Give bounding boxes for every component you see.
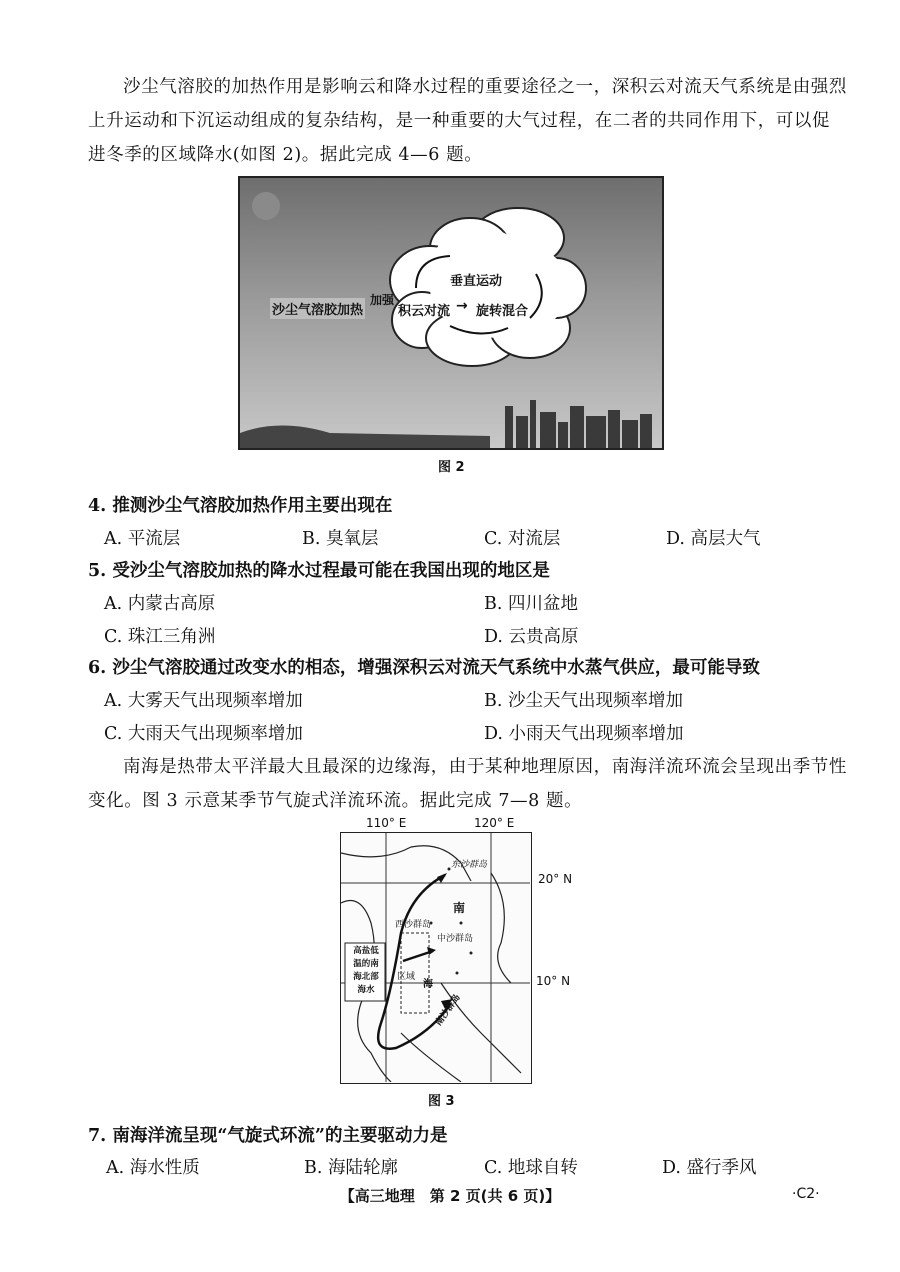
q5-option-b: B. 四川盆地 bbox=[484, 594, 578, 614]
q5-option-c: C. 珠江三角洲 bbox=[104, 627, 216, 647]
q7-option-d: D. 盛行季风 bbox=[662, 1158, 757, 1178]
label-cumulus-convection: 积云对流 bbox=[398, 304, 451, 319]
page-footer: 【高三地理 第 2 页(共 6 页)】 bbox=[339, 1187, 561, 1205]
q6-option-a: A. 大雾天气出现频率增加 bbox=[104, 691, 303, 711]
lon-110-label: 110° E bbox=[366, 816, 407, 830]
question-4-stem: 4. 推测沙尘气溶胶加热作用主要出现在 bbox=[88, 496, 393, 516]
figure-3-south-china-sea-map bbox=[340, 832, 532, 1084]
zhongsha-islands-label: 中沙群岛 bbox=[437, 934, 474, 944]
label-vertical-motion: 垂直运动 bbox=[450, 274, 503, 289]
q4-option-a: A. 平流层 bbox=[104, 529, 181, 549]
q7-option-b: B. 海陆轮廓 bbox=[304, 1158, 398, 1178]
q6-option-b: B. 沙尘天气出现频率增加 bbox=[484, 691, 683, 711]
region-label: 区域 bbox=[397, 972, 416, 982]
sea-name-nan: 南 bbox=[453, 901, 466, 915]
figure-2-cloud-diagram bbox=[238, 176, 664, 450]
label-dust-heating: 沙尘气溶胶加热 bbox=[270, 298, 365, 319]
q6-option-d: D. 小雨天气出现频率增加 bbox=[484, 724, 684, 744]
question-7-stem: 7. 南海洋流呈现“气旋式环流”的主要驱动力是 bbox=[88, 1126, 448, 1146]
question-5-stem: 5. 受沙尘气溶胶加热的降水过程最可能在我国出现的地区是 bbox=[88, 561, 550, 581]
q5-option-d: D. 云贵高原 bbox=[484, 627, 579, 647]
question-6-stem: 6. 沙尘气溶胶通过改变水的相态，增强深积云对流天气系统中水蒸气供应，最可能导致 bbox=[88, 658, 760, 678]
q7-option-a: A. 海水性质 bbox=[106, 1158, 200, 1178]
water-box-line-4: 海水 bbox=[357, 985, 375, 995]
q6-option-c: C. 大雨天气出现频率增加 bbox=[104, 724, 303, 744]
lon-120-label: 120° E bbox=[474, 816, 515, 830]
sun-icon bbox=[252, 192, 280, 220]
sea-name-hai: 海 bbox=[423, 979, 433, 990]
lat-20-label: 20° N bbox=[538, 872, 573, 886]
q4-option-d: D. 高层大气 bbox=[666, 529, 761, 549]
label-strengthen: 加强 bbox=[370, 293, 395, 307]
xisha-islands-label: 西沙群岛 bbox=[395, 920, 432, 930]
intro-paragraph-1: 沙尘气溶胶的加热作用是影响云和降水过程的重要途径之一，深积云对流天气系统是由强烈上升运动和下沉运动组成的复杂结构，是一种重要的大气过程，在二者的共同作用下，可以促进冬季的区域降水(如图 2)。据此完成 4—6 题。 bbox=[88, 77, 847, 165]
page-code: ·C2· bbox=[792, 1186, 820, 1202]
water-box-line-2: 温的南 bbox=[353, 959, 379, 969]
dongsha-islands-label: 东沙群岛 bbox=[451, 860, 488, 870]
figure-3-caption: 图 3 bbox=[428, 1094, 455, 1109]
q4-option-b: B. 臭氧层 bbox=[302, 529, 379, 549]
intro-paragraph-2: 南海是热带太平洋最大且最深的边缘海，由于某种地理原因，南海洋流环流会呈现出季节性变化。图 3 示意某季节气旋式洋流环流。据此完成 7—8 题。 bbox=[88, 757, 847, 811]
high-salinity-water-box bbox=[347, 945, 385, 997]
water-box-line-3: 海北部 bbox=[353, 972, 379, 982]
q7-option-c: C. 地球自转 bbox=[484, 1158, 578, 1178]
q4-option-c: C. 对流层 bbox=[484, 529, 561, 549]
q5-option-a: A. 内蒙古高原 bbox=[104, 594, 216, 614]
label-rotational-mixing: 旋转混合 bbox=[476, 304, 529, 319]
lat-10-label: 10° N bbox=[536, 974, 571, 988]
water-box-line-1: 高盐低 bbox=[353, 946, 379, 956]
arrow-icon: → bbox=[456, 298, 468, 314]
nansha-islands-label: 南沙群岛 bbox=[433, 992, 463, 1028]
figure-2-caption: 图 2 bbox=[438, 460, 465, 475]
